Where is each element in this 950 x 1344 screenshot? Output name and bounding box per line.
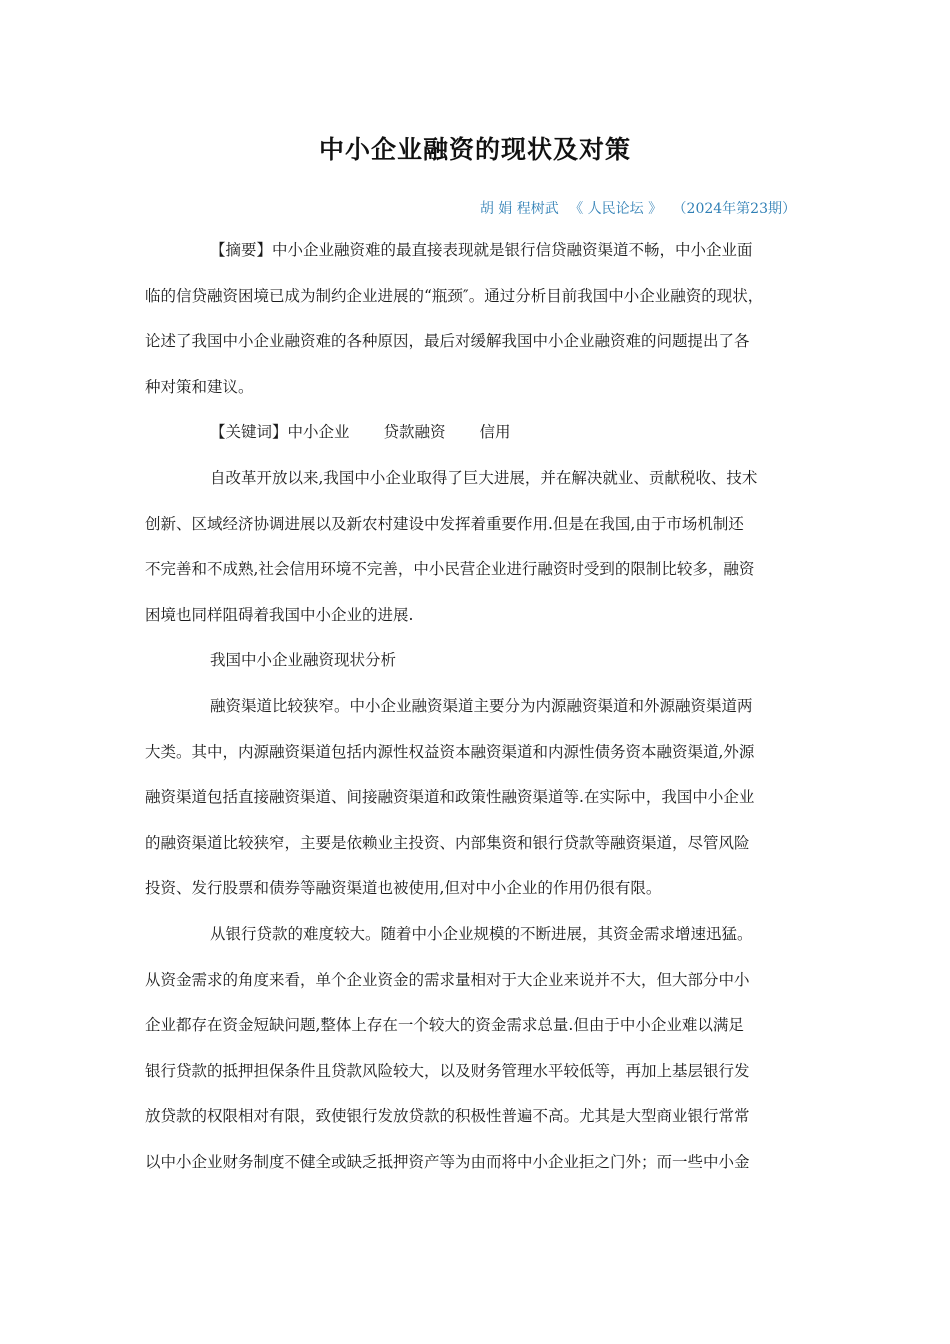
loans-line: 以中小企业财务制度不健全或缺乏抵押资产等为由而将中小企业拒之门外；而一些中小金 xyxy=(145,1152,750,1171)
intro-paragraph xyxy=(145,456,815,638)
abstract-line: 论述了我国中小企业融资难的各种原因，最后对缓解我国中小企业融资难的问题提出了各 xyxy=(145,332,750,351)
byline-journal: 《 人民论坛 》 xyxy=(569,201,663,217)
abstract-line: 种对策和建议。 xyxy=(145,377,254,396)
loans-line: 企业都存在资金短缺问题,整体上存在一个较大的资金需求总量.但由于中小企业难以满足 xyxy=(145,1016,744,1035)
channels-line: 投资、发行股票和债券等融资渠道也被使用,但对中小企业的作用仍很有限。 xyxy=(145,879,662,898)
keyword-item: 中小企业 xyxy=(287,423,350,442)
channels-line: 的融资渠道比较狭窄，主要是依赖业主投资、内部集资和银行贷款等融资渠道，尽管风险 xyxy=(145,833,750,852)
abstract-line: 临的信贷融资困境已成为制约企业进展的“瓶颈″。通过分析目前我国中小企业融资的现状， xyxy=(145,286,764,305)
article-body xyxy=(145,228,815,1185)
channels-line: 大类。其中，内源融资渠道包括内源性权益资本融资渠道和内源性债务资本融资渠道,外源 xyxy=(145,742,755,761)
keywords-paragraph xyxy=(145,410,815,456)
loans-paragraph xyxy=(145,912,815,1186)
keyword-item: 贷款融资 xyxy=(383,423,446,442)
intro-line: 困境也同样阻碍着我国中小企业的进展. xyxy=(145,605,414,624)
loans-line: 从资金需求的角度来看，单个企业资金的需求量相对于大企业来说并不大，但大部分中小 xyxy=(145,970,750,989)
channels-line: 融资渠道包括直接融资渠道、间接融资渠道和政策性融资渠道等.在实际中，我国中小企业 xyxy=(145,788,755,807)
keywords-label: 【关键词】 xyxy=(210,423,288,442)
loans-line: 从银行贷款的难度较大。随着中小企业规模的不断进展，其资金需求增速迅猛。 xyxy=(210,924,753,943)
intro-line: 不完善和不成熟,社会信用环境不完善，中小民营企业进行融资时受到的限制比较多，融资 xyxy=(145,560,755,579)
section-heading: 我国中小企业融资现状分析 xyxy=(210,651,397,670)
loans-line: 银行贷款的抵押担保条件且贷款风险较大，以及财务管理水平较低等，再加上基层银行发 xyxy=(145,1061,750,1080)
page-title: 中小企业融资的现状及对策 xyxy=(318,135,631,164)
intro-line: 创新、区域经济协调进展以及新农村建设中发挥着重要作用.但是在我国,由于市场机制还 xyxy=(145,514,744,533)
loans-line: 放贷款的权限相对有限，致使银行发放贷款的积极性普遍不高。尤其是大型商业银行常常 xyxy=(145,1107,750,1126)
abstract-paragraph xyxy=(145,228,815,410)
byline-authors: 胡 娟 程树武 xyxy=(479,201,559,217)
byline-issue: （2024年第23期） xyxy=(672,201,796,217)
channels-line: 融资渠道比较狭窄。中小企业融资渠道主要分为内源融资渠道和外源融资渠道两 xyxy=(210,696,753,715)
intro-line: 自改革开放以来,我国中小企业取得了巨大进展，并在解决就业、贡献税收、技术 xyxy=(210,468,758,487)
channels-paragraph xyxy=(145,684,815,912)
abstract-line: 【摘要】中小企业融资难的最直接表现就是银行信贷融资渠道不畅，中小企业面 xyxy=(210,241,753,259)
keyword-item: 信用 xyxy=(479,423,511,442)
byline xyxy=(480,198,802,218)
